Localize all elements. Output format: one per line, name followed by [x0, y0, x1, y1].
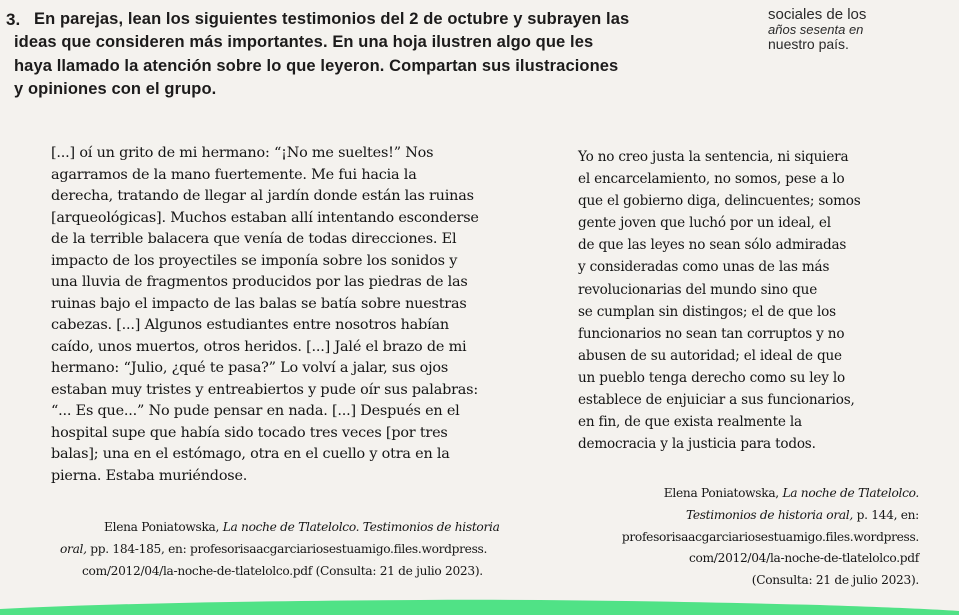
testimony-left-line: derecha, tratando de llegar al jardín donde están las ruinas	[51, 188, 474, 204]
citation-subtitle: Testimonios de historia oral,	[685, 507, 853, 522]
testimony-left	[51, 143, 521, 487]
testimony-left-line: caído, unos muertos, otros heridos. [...] Jalé el brazo de mi	[51, 338, 467, 355]
question-number: 3.	[6, 10, 21, 29]
testimony-right-line: se cumplan sin distingos; el de que los	[578, 303, 836, 320]
citation-author: Elena Poniatowska,	[663, 486, 779, 500]
citation-left-line-3: com/2012/04/la-noche-de-tlatelolco.pdf (Consulta: 21 de julio 2023).	[82, 564, 483, 578]
citation-pages: p. 144, en:	[856, 507, 919, 522]
citation-right-line-2	[559, 505, 919, 527]
side-note-line: sociales de los	[768, 6, 867, 23]
testimony-left-line: [arqueológicas]. Muchos estaban allí intentando esconderse	[51, 209, 479, 226]
testimony-left-line: “... Es que...” No pude pensar en nada. [...] Después en el	[51, 403, 460, 419]
testimony-right-line: establece de enjuiciar a sus funcionarios,	[578, 392, 855, 409]
citation-title: La noche de Tlatelolco.	[782, 486, 919, 500]
question-line-3: haya llamado la atención sobre lo que leyeron. Compartan sus ilustraciones	[14, 57, 619, 75]
testimony-left-line: de la terrible balacera que venía de todas direcciones. El	[51, 231, 457, 247]
question-line-4: y opiniones con el grupo.	[14, 80, 217, 98]
testimony-right	[578, 146, 908, 455]
testimony-left-line: balas]; una en el estómago, otra en el cuello y otra en la	[51, 446, 450, 462]
question-line-1: En parejas, lean los siguientes testimonios del 2 de octubre y subrayen las	[34, 10, 630, 28]
citation-left	[60, 516, 530, 582]
testimony-left-line: ruinas bajo el impacto de las balas se batía sobre nuestras	[51, 295, 467, 312]
citation-right-line-4: com/2012/04/la-noche-de-tlatelolco.pdf	[688, 551, 919, 566]
citation-right-line-3: profesorisaacgarciariosestuamigo.files.wordpress.	[621, 529, 919, 544]
testimony-left-line: pierna. Estaba muriéndose.	[51, 467, 248, 484]
testimony-right-line: y consideradas como unas de las más	[578, 259, 830, 276]
side-note-line: años sesenta en	[768, 22, 864, 37]
testimony-right-line: Yo no creo justa la sentencia, ni siquiera	[578, 149, 849, 165]
testimony-right-line: el encarcelamiento, no somos, pese a lo	[578, 171, 845, 188]
citation-author: Elena Poniatowska,	[104, 520, 220, 534]
testimony-right-line: revolucionarias del mundo sino que	[578, 281, 818, 298]
testimony-left-line: una lluvia de fragmentos producidos por las piedras de las	[51, 274, 468, 290]
testimony-right-line: democracia y la justicia para todos.	[578, 436, 816, 453]
testimony-left-line: cabezas. [...] Algunos estudiantes entre nosotros habían	[51, 317, 449, 333]
testimony-right-line: que el gobierno diga, delincuentes; somos	[578, 193, 861, 210]
testimony-left-line: [...] oí un grito de mi hermano: “¡No me sueltes!” Nos	[51, 145, 434, 161]
side-note	[768, 7, 958, 52]
highlighter-stroke	[0, 589, 959, 615]
testimony-right-line: en fin, de que exista realmente la	[578, 414, 802, 431]
testimony-left-line: impacto de los proyectiles se imponía sobre los sonidos y	[51, 252, 458, 269]
side-note-line: nuestro país.	[768, 36, 849, 52]
citation-right	[559, 483, 919, 592]
testimony-left-line: estaban muy tristes y entreabiertos y pude oír sus palabras:	[51, 381, 478, 398]
testimony-left-line: hospital supe que había sido tocado tres veces [por tres	[51, 424, 448, 441]
citation-title-tail: oral,	[60, 542, 87, 556]
citation-right-line-5: (Consulta: 21 de julio 2023).	[751, 573, 919, 588]
question-line-2: ideas que consideren más importantes. En una hoja ilustren algo que les	[14, 33, 594, 51]
citation-title: La noche de Tlatelolco. Testimonios de historia	[222, 520, 500, 534]
testimony-right-line: un pueblo tenga derecho como su ley lo	[578, 369, 846, 386]
testimony-right-line: de que las leyes no sean sólo admiradas	[578, 237, 847, 254]
testimony-left-line: hermano: “Julio, ¿qué te pasa?” Lo volví a jalar, sus ojos	[51, 360, 449, 376]
testimony-right-line: funcionarios no sean tan corruptos y no	[578, 325, 845, 342]
testimony-right-line: abusen de su autoridad; el ideal de que	[578, 347, 842, 364]
citation-left-line-2	[60, 538, 530, 560]
citation-pages-url: pp. 184-185, en: profesorisaacgarciariosestuamigo.files.wordpress.	[90, 542, 488, 556]
testimony-right-line: gente joven que luchó por un ideal, el	[578, 215, 831, 232]
citation-right-line-1	[559, 483, 919, 505]
citation-left-line-1	[60, 516, 530, 538]
testimony-left-line: agarramos de la mano fuertemente. Me fui hacia la	[51, 166, 417, 183]
